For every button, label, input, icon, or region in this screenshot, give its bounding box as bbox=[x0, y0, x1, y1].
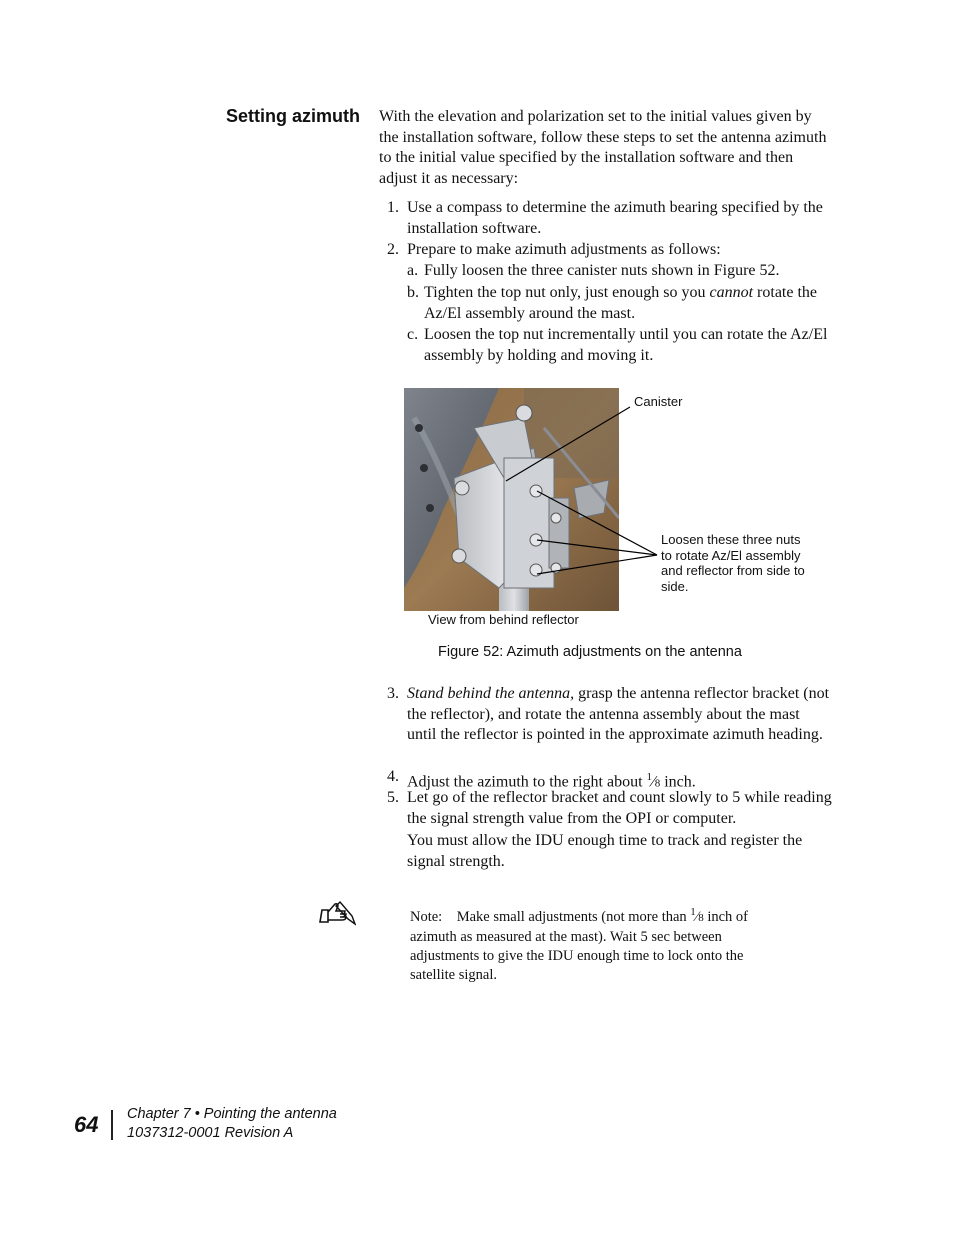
substep-c-letter: c. bbox=[407, 326, 419, 343]
footer-divider bbox=[111, 1110, 113, 1140]
callout-loosen-nuts: Loosen these three nuts to rotate Az/El assembly and reflector from side to side. bbox=[661, 532, 805, 594]
intro-paragraph: With the elevation and polarization set to the initial values given by the installation software, follow these steps to set the antenna azimuth to the initial value specified by the installation software and then adjust it as necessary: bbox=[379, 108, 827, 187]
note-hand-icon bbox=[318, 898, 356, 931]
figure-caption: Figure 52: Azimuth adjustments on the antenna bbox=[438, 644, 742, 660]
substep-a-letter: a. bbox=[407, 262, 419, 279]
callout-canister: Canister bbox=[634, 394, 683, 409]
step-1-number: 1. bbox=[387, 199, 399, 216]
step-5-extra: You must allow the IDU enough time to track and register the signal strength. bbox=[407, 832, 803, 870]
substep-b-letter: b. bbox=[407, 284, 419, 301]
section-heading: Setting azimuth bbox=[226, 106, 360, 126]
footer-chapter: Chapter 7 • Pointing the antenna bbox=[127, 1106, 337, 1122]
step-3-text: Stand behind the antenna, grasp the antenna reflector bracket (not the reflector), and rotate the antenna assembly about the mast until the reflector is pointed in the approximate azimuth heading. bbox=[407, 685, 830, 743]
step-2-number: 2. bbox=[387, 241, 399, 258]
step-4-text: Adjust the azimuth to the right about $^1$⁄8 inch. bbox=[407, 771, 696, 791]
substep-a-text: Fully loosen the three canister nuts shown in Figure 52. bbox=[424, 262, 780, 279]
figure-view-label: View from behind reflector bbox=[428, 612, 579, 627]
step-4-number: 4. bbox=[387, 768, 399, 785]
page-number: 64 bbox=[74, 1112, 99, 1137]
note-text: Note: Make small adjustments (not more than $^1$⁄8 inch of azimuth as measured at the mast). Wait 5 sec between adjustments to give the IDU enough time to lock onto the satellite signal. bbox=[410, 906, 749, 983]
substep-c-text: Loosen the top nut incrementally until you can rotate the Az/El assembly by holding and moving it. bbox=[424, 326, 828, 364]
step-5-text: Let go of the reflector bracket and count slowly to 5 while reading the signal strength value from the OPI or computer. bbox=[407, 789, 832, 827]
step-5-number: 5. bbox=[387, 789, 399, 806]
step-1-text: Use a compass to determine the azimuth bearing specified by the installation software. bbox=[407, 199, 823, 237]
footer-doc-id: 1037312-0001 Revision A bbox=[127, 1125, 294, 1141]
step-2-text: Prepare to make azimuth adjustments as follows: bbox=[407, 241, 721, 258]
step-3-number: 3. bbox=[387, 685, 399, 702]
substep-b-text: Tighten the top nut only, just enough so you cannot rotate the Az/El assembly around the mast. bbox=[424, 284, 818, 322]
